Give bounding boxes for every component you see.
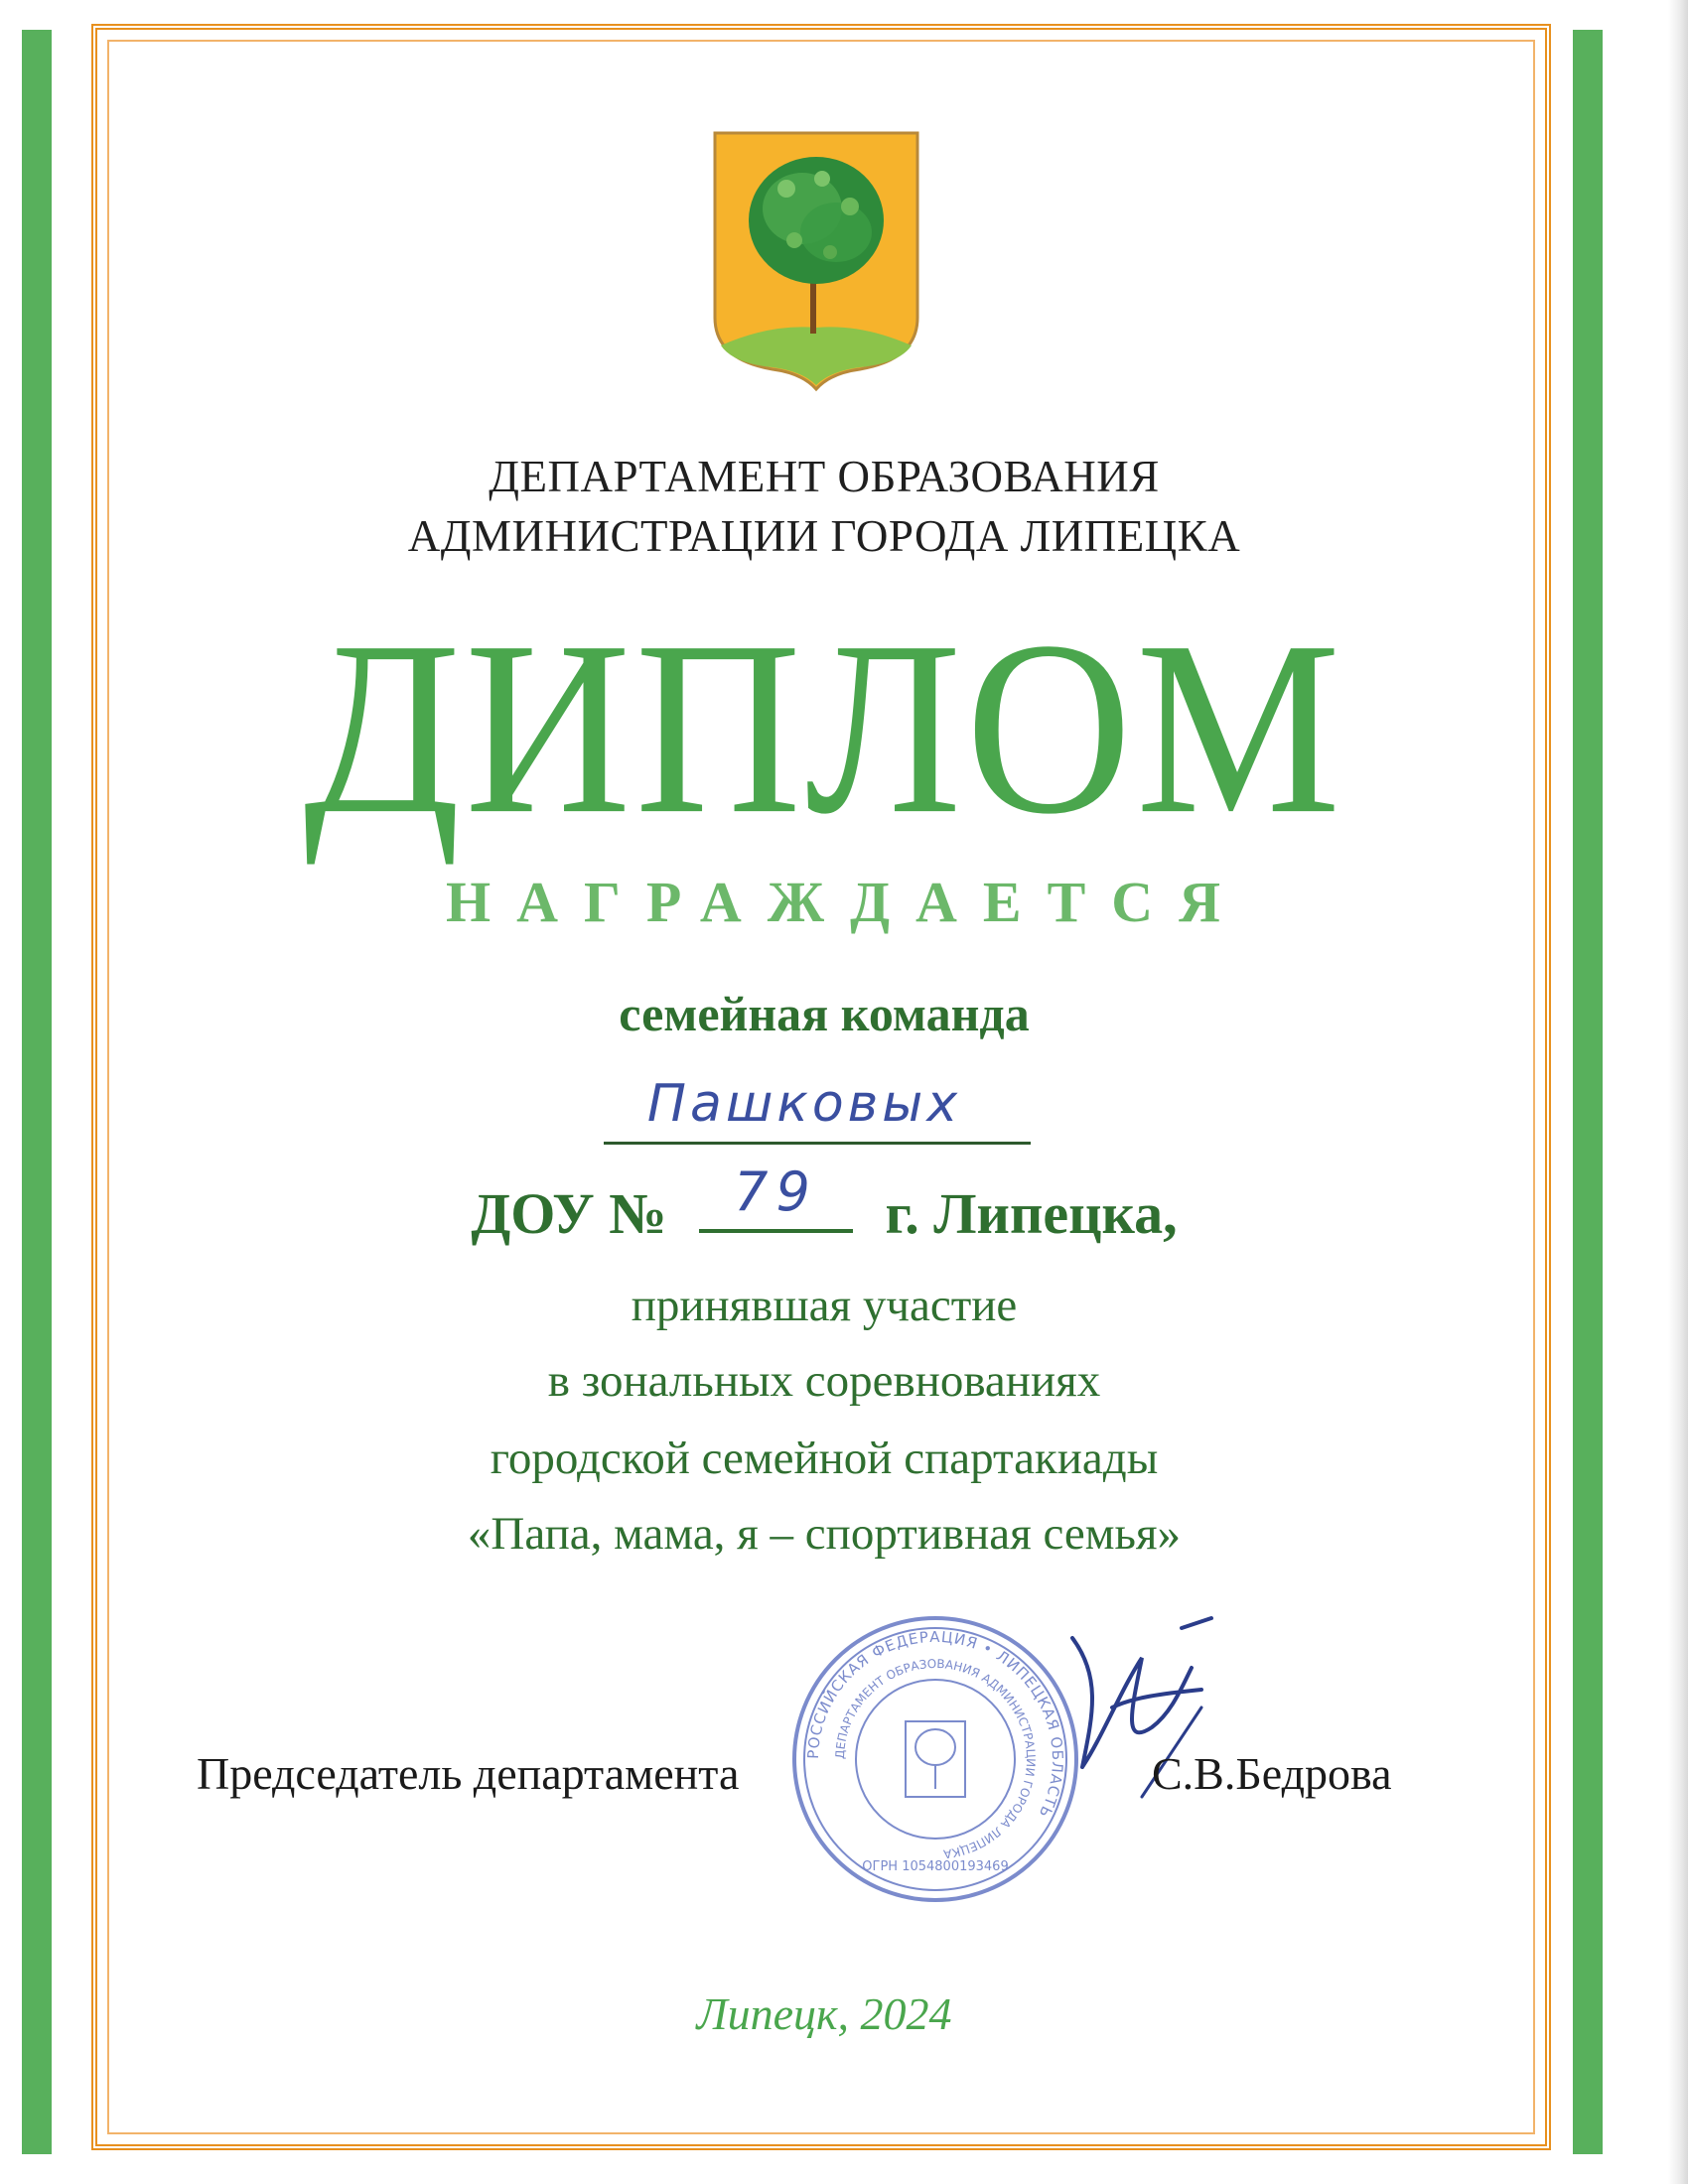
department-line-2: АДМИНИСТРАЦИИ ГОРОДА ЛИПЕЦКА [407,511,1241,561]
signature-title: Председатель департамента [197,1748,740,1799]
stamp-inner-text: ДЕПАРТАМЕНТ ОБРАЗОВАНИЯ АДМИНИСТРАЦИИ ГОРОДА ЛИПЕЦКА [832,1656,1039,1861]
right-green-border [1573,30,1603,2154]
school-city: г. Липецка, [885,1181,1178,1246]
stamp-ogrn: ОГРН 1054800193469 [862,1859,1009,1874]
body-line-4: «Папа, мама, я – спортивная семья» [467,1508,1182,1560]
school-number-field [699,1160,853,1233]
footer-place-year: Липецк, 2024 [696,1988,952,2039]
left-green-border [22,30,52,2154]
scan-edge-shadow [1668,0,1688,2184]
school-line [119,1160,1529,1246]
signature-name: С.В.Бедрова [1152,1748,1392,1799]
document-title: ДИПЛОМ [303,590,1345,867]
handwritten-family-name: Пашковых [646,1074,962,1134]
body-line-3: городской семейной спартакиады [490,1433,1159,1484]
name-underline [604,1142,1031,1145]
body-line-2: в зональных соревнованиях [547,1355,1101,1407]
lipetsk-coat-of-arms-icon [711,129,921,393]
school-prefix: ДОУ № [471,1181,667,1246]
department-line-1: ДЕПАРТАМЕНТ ОБРАЗОВАНИЯ [489,452,1160,501]
body-line-1: принявшая участие [631,1280,1018,1331]
stamp-outer-text: РОССИЙСКАЯ ФЕДЕРАЦИЯ • ЛИПЕЦКАЯ ОБЛАСТЬ [803,1627,1067,1822]
handwritten-school-number: 79 [734,1160,818,1223]
svg-text:ДЕПАРТАМЕНТ ОБРАЗОВАНИЯ АДМИНИ [833,1657,1038,1861]
team-label: семейная команда [619,986,1030,1041]
document-subtitle: НАГРАЖДАЕТСЯ [445,870,1247,934]
